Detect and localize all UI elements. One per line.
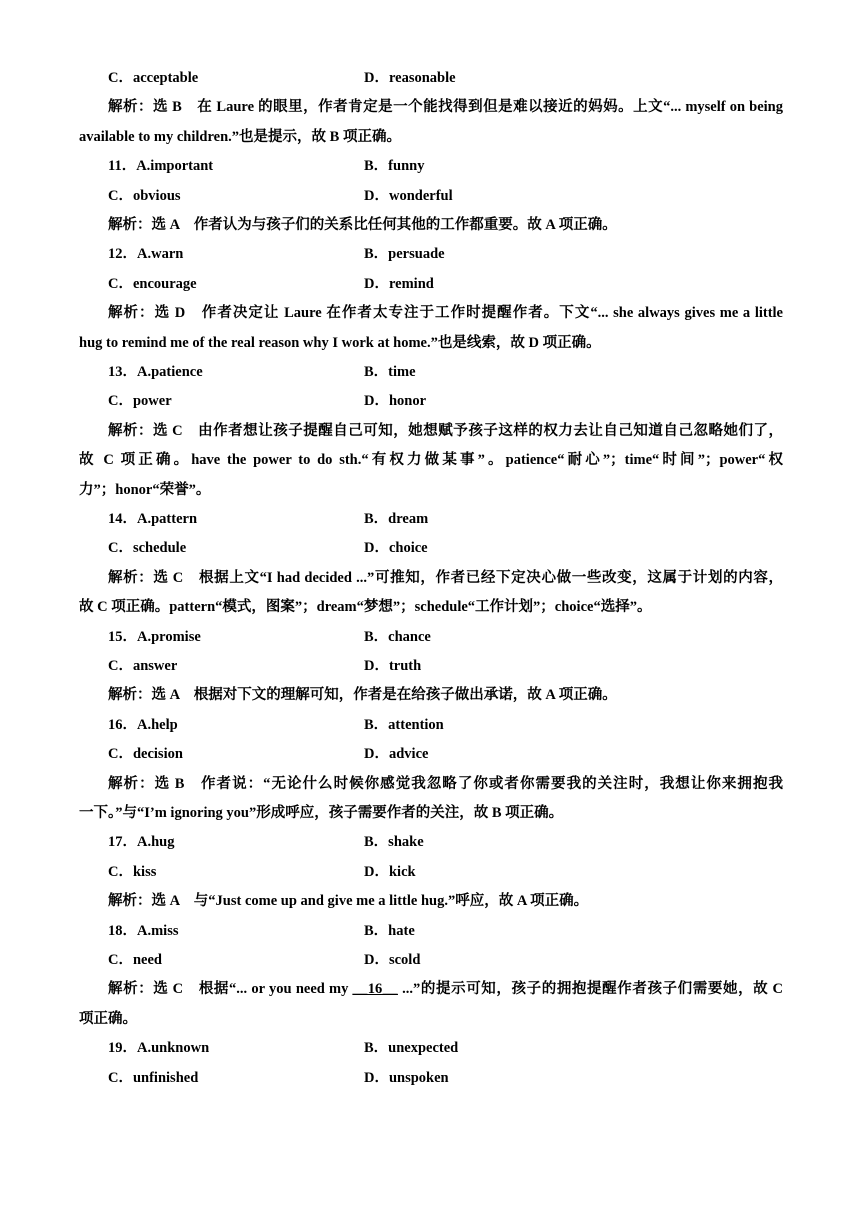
explanation-line — [0, 332, 860, 354]
option-row — [0, 1067, 860, 1089]
explanation-text: 解析：选 D 作者决定让 Laure 在作者太专注于工作时提醒作者。下文“... she always gives me a little — [108, 305, 783, 322]
explanation-text: 故 C 项正确。pattern“模式，图案”；dream“梦想”；schedule“工作计划”；choice“选择”。 — [79, 599, 652, 616]
explanation-line — [0, 420, 860, 442]
option-row — [0, 273, 860, 295]
explanation-text: 项正确。 — [79, 1010, 137, 1027]
option-right: D．advice — [364, 746, 429, 763]
explanation-line — [0, 126, 860, 148]
option-left: C．answer — [108, 658, 178, 674]
explanation-pre: 解析：选 C 根据“... or you need my — [108, 981, 353, 998]
option-left: C．encourage — [108, 275, 197, 292]
option-left: 14．A.pattern — [108, 511, 198, 527]
option-row — [0, 920, 860, 942]
option-left: C．need — [108, 952, 162, 968]
explanation-text: 解析：选 A 作者认为与孩子们的关系比任何其他的工作都重要。故 A 项正确。 — [108, 217, 617, 233]
option-right: B．funny — [364, 158, 425, 175]
option-row — [0, 743, 860, 765]
option-right: D．unspoken — [364, 1069, 449, 1086]
option-right: D．truth — [364, 658, 422, 674]
explanation-text: 力”；honor“荣誉”。 — [79, 481, 211, 498]
option-row — [0, 831, 860, 853]
explanation-text: hug to remind me of the real reason why I work at home.”也是线索，故 D 项正确。 — [79, 334, 601, 351]
explanation-text: available to my children.”也是提示，故 B 项正确。 — [79, 128, 401, 145]
option-right: B．unexpected — [364, 1040, 459, 1057]
explanation-line — [0, 773, 860, 795]
option-right: B．persuade — [364, 246, 445, 263]
option-right: D．choice — [364, 540, 428, 557]
option-left: C．kiss — [108, 863, 157, 880]
option-right: D．honor — [364, 393, 427, 410]
option-row — [0, 537, 860, 559]
explanation-post: ...”的提示可知，孩子的拥抱提醒作者孩子们需要她，故 C — [397, 981, 783, 998]
explanation-text: 一下。”与“I’m ignoring you”形成呼应，孩子需要作者的关注，故 B 项正确。 — [79, 805, 564, 821]
option-row — [0, 361, 860, 383]
explanation-line — [0, 449, 860, 471]
option-row — [0, 155, 860, 177]
explanation-line — [0, 96, 860, 118]
option-left: 16．A.help — [108, 716, 178, 733]
explanation-line — [0, 978, 860, 1000]
option-row — [0, 185, 860, 207]
explanation-line — [0, 302, 860, 324]
explanation-line — [0, 596, 860, 618]
option-right: B．hate — [364, 922, 415, 939]
option-left: 11．A.important — [108, 158, 214, 175]
option-left: 18．A.miss — [108, 922, 179, 939]
explanation-line — [0, 1008, 860, 1030]
option-row — [0, 714, 860, 736]
option-row — [0, 861, 860, 883]
explanation-line — [0, 479, 860, 501]
explanation-line — [0, 802, 860, 824]
option-right: D．wonderful — [364, 187, 453, 204]
option-left: 13．A.patience — [108, 364, 203, 380]
explanation-text: 解析：选 A 根据对下文的理解可知，作者是在给孩子做出承诺，故 A 项正确。 — [108, 687, 617, 704]
option-row — [0, 626, 860, 648]
blank-number: ＿16＿ — [352, 981, 398, 998]
option-left: C．obvious — [108, 187, 181, 204]
option-left: C．acceptable — [108, 70, 199, 86]
option-left: C．schedule — [108, 540, 187, 557]
option-left: 19．A.unknown — [108, 1040, 210, 1057]
option-right: D．kick — [364, 863, 416, 880]
option-right: B．shake — [364, 834, 424, 851]
explanation-text: 解析：选 B 作者说：“无论什么时候你感觉我忽略了你或者你需要我的关注时，我想让你来拥抱我 — [108, 775, 783, 792]
explanation-line — [0, 684, 860, 706]
explanation-line — [0, 890, 860, 912]
explanation-text — [79, 978, 783, 1000]
option-row — [0, 390, 860, 412]
option-right: B．attention — [364, 716, 444, 733]
option-right: D．remind — [364, 275, 434, 292]
option-right: B．chance — [364, 628, 431, 645]
option-right: B．dream — [364, 511, 429, 527]
option-right: B．time — [364, 364, 416, 380]
explanation-text: 解析：选 C 根据上文“I had decided ...”可推知，作者已经下定决心做一些改变，这属于计划的内容， — [108, 569, 783, 586]
option-row — [0, 655, 860, 677]
option-left: C．decision — [108, 746, 183, 763]
option-row — [0, 67, 860, 89]
option-left: 15．A.promise — [108, 628, 201, 645]
explanation-text: 解析：选 C 由作者想让孩子提醒自己可知，她想赋予孩子这样的权力去让自己知道自己忽略她们了， — [108, 422, 783, 439]
option-left: C．power — [108, 393, 172, 410]
option-row — [0, 508, 860, 530]
option-left: 12．A.warn — [108, 246, 184, 263]
option-row — [0, 243, 860, 265]
option-left: 17．A.hug — [108, 834, 175, 851]
explanation-line — [0, 567, 860, 589]
explanation-text: 故 C 项正确。have the power to do sth.“有权力做某事”。patience“耐心”；time“时间”；power“权 — [79, 452, 783, 469]
explanation-line — [0, 214, 860, 236]
option-right: D．reasonable — [364, 70, 456, 86]
explanation-text: 解析：选 A 与“Just come up and give me a little hug.”呼应，故 A 项正确。 — [108, 893, 589, 910]
option-row — [0, 949, 860, 971]
explanation-text: 解析：选 B 在 Laure 的眼里，作者肯定是一个能找得到但是难以接近的妈妈。上文“... myself on being — [108, 99, 783, 116]
option-row — [0, 1037, 860, 1059]
option-right: D．scold — [364, 952, 421, 968]
option-left: C．unfinished — [108, 1069, 199, 1086]
